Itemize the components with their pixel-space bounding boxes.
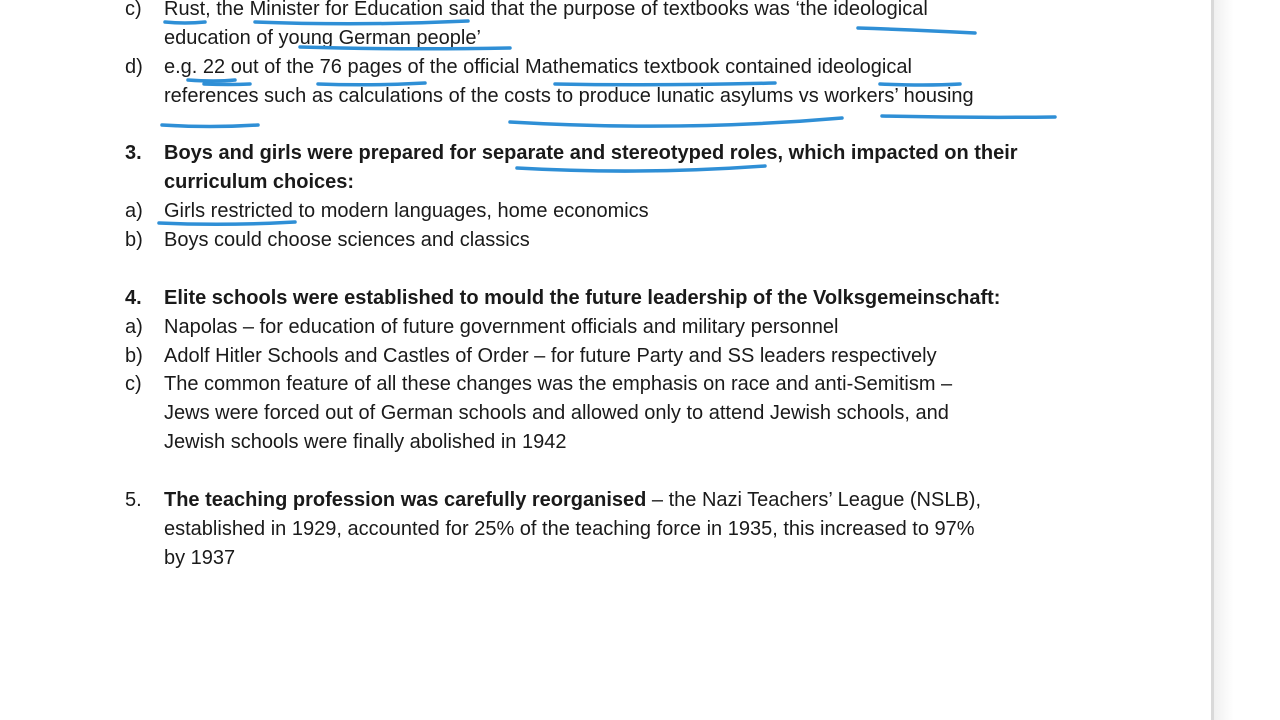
list-item-text: e.g. 22 out of the 76 pages of the official Mathematics textbook contained ideological [164, 56, 912, 78]
paragraph-text: established in 1929, accounted for 25% of the teaching force in 1935, this increased to 97% [164, 518, 975, 540]
section-paragraph [164, 486, 981, 515]
underline-costs-lunatic-asylums [510, 118, 842, 126]
list-marker: a) [125, 316, 143, 338]
list-marker: c) [125, 0, 142, 20]
list-item-text: Girls restricted to modern languages, home economics [164, 200, 649, 222]
list-marker: d) [125, 56, 143, 78]
page-edge-shadow [1214, 0, 1280, 720]
paragraph-text: by 1937 [164, 547, 236, 569]
section-number: 5. [125, 489, 142, 511]
section-heading-text: curriculum choices: [164, 171, 355, 193]
list-item-text: Napolas – for education of future government officials and military personnel [164, 316, 839, 338]
list-item-text: references such as calculations of the costs to produce lunatic asylums vs workers’ housing [164, 85, 974, 107]
underline-ideological [858, 28, 975, 33]
section-heading-text: Elite schools were established to mould the future leadership of the Volksgemeinschaft: [164, 287, 1001, 309]
list-item-text: Adolf Hitler Schools and Castles of Order – for future Party and SS leaders respectively [164, 345, 937, 367]
list-item-text: Jews were forced out of German schools and allowed only to attend Jewish schools, and [164, 402, 949, 424]
list-marker: c) [125, 373, 142, 395]
list-marker: a) [125, 200, 143, 222]
list-item-text: Jewish schools were finally abolished in 1942 [164, 431, 567, 453]
underline-workers-housing [882, 116, 1055, 117]
list-item-text: education of young German people’ [164, 27, 481, 49]
section-number: 4. [125, 287, 142, 309]
paragraph-text: – the Nazi Teachers’ League (NSLB), [646, 489, 982, 511]
list-item-text: The common feature of all these changes was the emphasis on race and anti-Semitism – [164, 373, 953, 395]
underline-references [162, 125, 258, 127]
section-number: 3. [125, 142, 142, 164]
list-item-text: Rust, the Minister for Education said that the purpose of textbooks was ‘the ideological [164, 0, 928, 20]
list-marker: b) [125, 229, 143, 251]
section-heading-text: Boys and girls were prepared for separate and stereotyped roles, which impacted on their [164, 142, 1018, 164]
section-heading-text: The teaching profession was carefully reorganised [164, 489, 647, 511]
list-marker: b) [125, 345, 143, 367]
list-item-text: Boys could choose sciences and classics [164, 229, 530, 251]
